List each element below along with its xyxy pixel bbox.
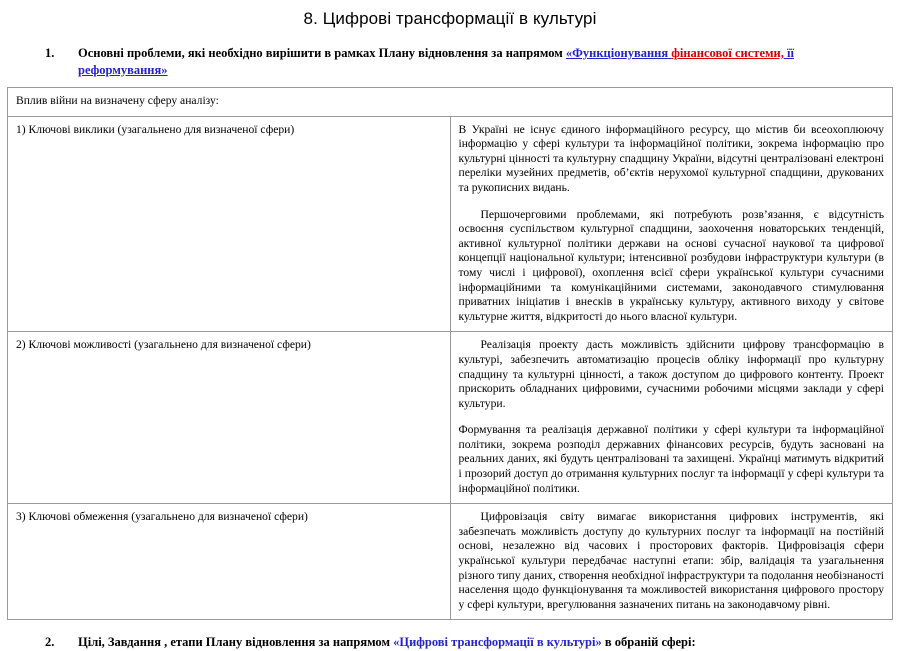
row-label-key-constraints: 3) Ключові обмеження (узагальнено для визначеної сфери) [8, 504, 451, 620]
clause-2-text [78, 634, 890, 651]
analysis-table-body [8, 88, 893, 620]
clause-1-text [78, 45, 890, 78]
table-header-cell: Вплив війни на визначену сферу аналізу: [8, 88, 893, 117]
clause-2-link[interactable]: «Цифрові трансформації в культурі» [393, 635, 602, 650]
row-body-key-constraints [450, 504, 893, 620]
table-row [8, 332, 893, 504]
clause-1-link-open[interactable]: «Функціонування [565, 46, 672, 60]
paragraph: В Україні не існує єдиного інформаційного ресурсу, що містив би всеохоплюючу інформацію у сфері культури та інформаційної політики, зокрема інформацію про культурні цінності та культурну спадщину України, відсутні централізовані електроні переліки музейних предметів, об’єктів нерухомої культурної спадщини, друкованих та рукописних видань. [458, 122, 884, 194]
clause-2-number: 2. [45, 635, 55, 650]
row-label-key-opportunities: 2) Ключові можливості (узагальнено для визначеної сфери) [8, 332, 451, 504]
clause-1 [0, 45, 900, 78]
clause-2-text-plain: Цілі, Завдання , етапи Плану відновлення за напрямом [78, 635, 394, 650]
clause-2-text-tail: в обраній сфері: [601, 635, 696, 650]
clause-2 [0, 634, 900, 651]
page-title: 8. Цифрові трансформації в культурі [303, 9, 597, 28]
row-label-key-challenges: 1) Ключові виклики (узагальнено для визначеної сфери) [8, 116, 451, 332]
clause-1-text-plain: Основні проблеми, які необхідно вирішити в рамках Плану відновлення за напрямом [78, 46, 566, 60]
clause-1-link-tail[interactable]: її реформування» [78, 46, 794, 77]
paragraph: Формування та реалізація державної політики у сфері культури та інформаційної політики, зокрема розподіл державних фінансових ресурсів, будуть засновані на реальних даних, які будуть централізовані та захищені. Українці матимуть відкритий і прозорий доступ до отримання культурних послуг та інформації у сфері культури та інформаційної політики. [458, 423, 884, 495]
paragraph: Цифровізація світу вимагає використання цифрових інструментів, які забезпечать можливість доступу до культурних послуг та інформації на постійній основі, незалежно від часових і просторових факторів. Цифровізація сфери української культури передбачає наступні етапи: збір, валідація та узагальнення різного типу даних, створення необхідної інфраструктури та подолання необізнаності населення щодо функціонування та можливостей використання цифрового простору у сфері культури, врегулювання зазначених питань на законодавчому рівні. [458, 510, 884, 611]
paragraph: Реалізація проекту дасть можливість здійснити цифрову трансформацію в культурі, забезпечить автоматизацію процесів обліку інформації про культурну спадщину та культурні цінності, а також доступом до цифрового контенту. Проект прискорить обладнаних цифровими, сучасними робочими місцями заклади у сфері культури. [458, 338, 884, 410]
analysis-table [7, 87, 893, 620]
clause-1-number: 1. [45, 46, 55, 60]
analysis-table-wrapper [7, 87, 893, 620]
table-row [8, 504, 893, 620]
clause-1-link-highlight[interactable]: фінансової системи, [671, 46, 784, 60]
table-header-row [8, 88, 893, 117]
row-body-key-challenges [450, 116, 893, 332]
table-row [8, 116, 893, 332]
paragraph: Першочерговими проблемами, які потребують розв’язання, є відсутність освоєння суспільством культурної спадщини, заохочення новаторських тенденцій, активної культурної політики держави на основі сучасної наукової та цифрової концепції національної культури; інтенсивної розбудови інфраструктури культури (в тому числі і цифрової), охоплення всієї сфери української культури сучасними інформаційними та комунікаційними системами, законодавчого стимулювання приватних ініціатив і внесків в українську культуру, активного виходу у світове культурне життя, відкритості до нього власної культури. [458, 207, 884, 323]
row-body-key-opportunities [450, 332, 893, 504]
